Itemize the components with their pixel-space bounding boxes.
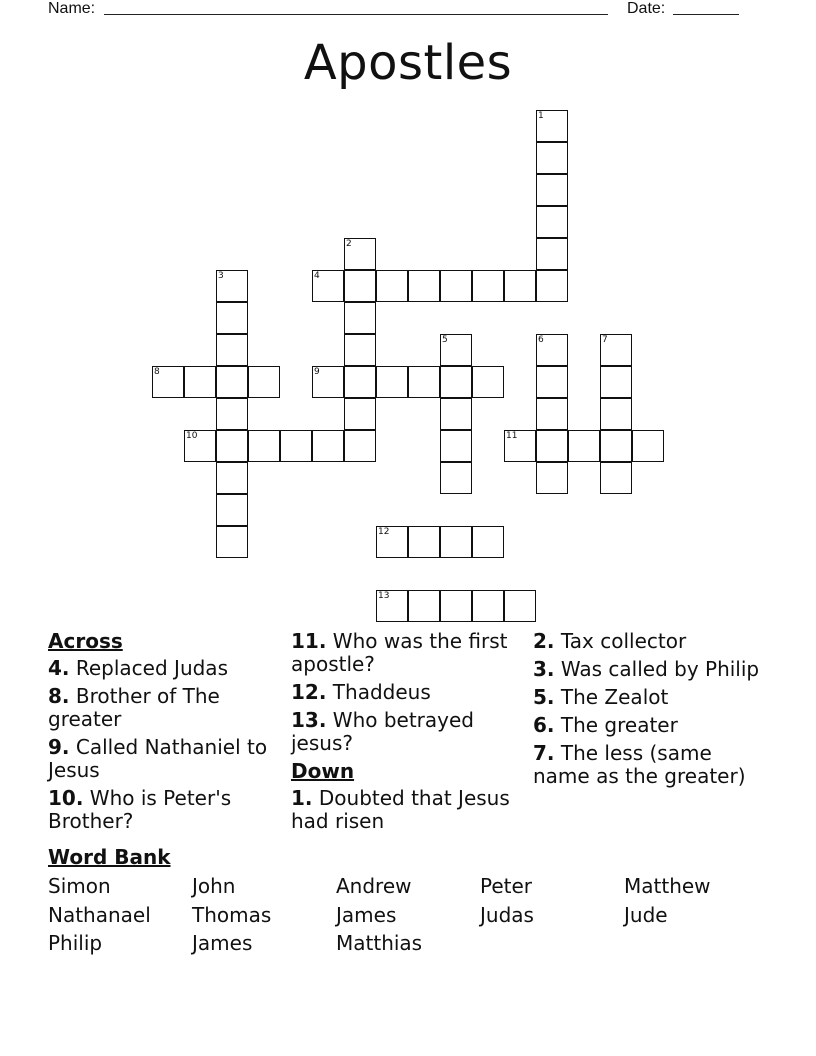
down-clue-6: [533, 714, 773, 737]
crossword-cell[interactable]: [344, 398, 376, 430]
clue-number: 11.: [291, 629, 327, 653]
cell-number: 2: [346, 239, 352, 249]
crossword-cell[interactable]: [536, 174, 568, 206]
clue-text: The Zealot: [560, 685, 669, 709]
clue-number: 4.: [48, 656, 70, 680]
crossword-cell[interactable]: [504, 590, 536, 622]
clue-number: 12.: [291, 680, 327, 704]
clue-text: Was called by Philip: [560, 657, 760, 681]
crossword-cell[interactable]: [216, 430, 248, 462]
word-bank: [48, 874, 768, 960]
down-clue-1: [291, 787, 521, 833]
crossword-cell[interactable]: [472, 590, 504, 622]
crossword-cell-4[interactable]: [312, 270, 344, 302]
crossword-cell[interactable]: [248, 430, 280, 462]
clue-column-2: [291, 630, 521, 838]
crossword-cell[interactable]: [312, 430, 344, 462]
crossword-cell[interactable]: [536, 366, 568, 398]
crossword-cell-12[interactable]: [376, 526, 408, 558]
down-heading: Down: [291, 759, 355, 783]
crossword-cell[interactable]: [216, 302, 248, 334]
crossword-cell-13[interactable]: [376, 590, 408, 622]
crossword-cell-1[interactable]: [536, 110, 568, 142]
crossword-cell-6[interactable]: [536, 334, 568, 366]
crossword-cell[interactable]: [408, 590, 440, 622]
crossword-cell[interactable]: [440, 462, 472, 494]
down-clue-3: [533, 658, 773, 681]
crossword-cell[interactable]: [408, 366, 440, 398]
word-bank-item: James: [336, 902, 397, 927]
crossword-cell-2[interactable]: [344, 238, 376, 270]
word-bank-item: James: [192, 931, 253, 955]
word-bank-title: Word Bank: [48, 845, 171, 869]
crossword-cell[interactable]: [216, 366, 248, 398]
crossword-cell[interactable]: [184, 366, 216, 398]
down-clue-7: [533, 742, 773, 788]
cell-number: 12: [378, 527, 390, 537]
crossword-cell[interactable]: [216, 526, 248, 558]
word-bank-item: Philip: [48, 931, 103, 955]
across-clue-11: [291, 630, 521, 676]
down-clue-5: [533, 686, 773, 709]
cell-number: 1: [538, 111, 544, 121]
cell-number: 5: [442, 335, 448, 345]
clue-column-3: [533, 630, 773, 793]
word-bank-item: Judas: [480, 902, 534, 927]
clue-number: 6.: [533, 713, 555, 737]
crossword-cell[interactable]: [472, 270, 504, 302]
crossword-cell[interactable]: [344, 270, 376, 302]
cell-number: 11: [506, 431, 518, 441]
crossword-cell[interactable]: [216, 494, 248, 526]
clue-text: The less (same name as the greater): [533, 741, 746, 788]
clue-number: 8.: [48, 684, 70, 708]
crossword-cell[interactable]: [440, 526, 472, 558]
cell-number: 4: [314, 271, 320, 281]
crossword-cell[interactable]: [248, 366, 280, 398]
crossword-cell-5[interactable]: [440, 334, 472, 366]
crossword-cell[interactable]: [536, 142, 568, 174]
crossword-cell[interactable]: [216, 398, 248, 430]
crossword-cell[interactable]: [440, 366, 472, 398]
crossword-cell[interactable]: [440, 270, 472, 302]
across-heading: Across: [48, 629, 123, 653]
clue-text: Replaced Judas: [75, 656, 228, 680]
clue-text: Thaddeus: [332, 680, 431, 704]
crossword-cell[interactable]: [536, 430, 568, 462]
word-bank-item: Jude: [624, 902, 668, 927]
crossword-cell[interactable]: [408, 270, 440, 302]
clue-text: Who is Peter's Brother?: [48, 786, 232, 833]
clue-number: 13.: [291, 708, 327, 732]
clue-text: Who betrayed jesus?: [291, 708, 474, 755]
puzzle-title: Apostles: [303, 35, 513, 91]
crossword-cell[interactable]: [344, 334, 376, 366]
across-clue-8: [48, 685, 278, 731]
across-clue-9: [48, 736, 278, 782]
across-clue-13: [291, 709, 521, 755]
crossword-cell[interactable]: [440, 398, 472, 430]
crossword-cell[interactable]: [536, 462, 568, 494]
crossword-cell[interactable]: [600, 366, 632, 398]
cell-number: 3: [218, 271, 224, 281]
crossword-cell[interactable]: [632, 430, 664, 462]
word-bank-item: Andrew: [336, 874, 412, 898]
word-bank-item: Matthias: [336, 931, 423, 955]
crossword-cell[interactable]: [536, 206, 568, 238]
name-label: Name:: [48, 0, 96, 17]
across-clue-10: [48, 787, 278, 833]
crossword-cell[interactable]: [536, 270, 568, 302]
across-clue-12: [291, 681, 521, 704]
word-bank-item: Simon: [48, 874, 111, 898]
clue-text: Doubted that Jesus had risen: [291, 786, 510, 833]
cell-number: 8: [154, 367, 160, 377]
crossword-cell[interactable]: [280, 430, 312, 462]
clue-number: 9.: [48, 735, 70, 759]
clue-number: 10.: [48, 786, 84, 810]
crossword-cell-10[interactable]: [184, 430, 216, 462]
crossword-cell[interactable]: [568, 430, 600, 462]
crossword-cell[interactable]: [440, 590, 472, 622]
crossword-cell-9[interactable]: [312, 366, 344, 398]
crossword-cell[interactable]: [600, 462, 632, 494]
clue-number: 3.: [533, 657, 555, 681]
word-bank-item: Matthew: [624, 874, 711, 898]
clue-text: The greater: [560, 713, 678, 737]
clue-number: 2.: [533, 629, 555, 653]
cell-number: 13: [378, 591, 390, 601]
crossword-cell[interactable]: [344, 366, 376, 398]
down-clue-2: [533, 630, 773, 653]
crossword-cell[interactable]: [376, 366, 408, 398]
crossword-cell[interactable]: [600, 398, 632, 430]
crossword-cell[interactable]: [344, 430, 376, 462]
word-bank-item: John: [192, 874, 236, 898]
word-bank-item: Peter: [480, 874, 533, 898]
clue-text: Brother of The greater: [48, 684, 220, 731]
crossword-cell[interactable]: [536, 398, 568, 430]
crossword-cell[interactable]: [216, 334, 248, 366]
clue-number: 1.: [291, 786, 313, 810]
crossword-cell[interactable]: [440, 430, 472, 462]
word-bank-item: Thomas: [192, 902, 272, 927]
crossword-cell[interactable]: [216, 462, 248, 494]
clue-number: 7.: [533, 741, 555, 765]
crossword-cell[interactable]: [408, 526, 440, 558]
clue-text: Who was the first apostle?: [291, 629, 508, 676]
crossword-cell-3[interactable]: [216, 270, 248, 302]
clue-text: Called Nathaniel to Jesus: [48, 735, 268, 782]
cell-number: 6: [538, 335, 544, 345]
crossword-cell[interactable]: [472, 526, 504, 558]
crossword-cell-11[interactable]: [504, 430, 536, 462]
clue-number: 5.: [533, 685, 555, 709]
clue-text: Tax collector: [560, 629, 687, 653]
crossword-cell-7[interactable]: [600, 334, 632, 366]
cell-number: 9: [314, 367, 320, 377]
cell-number: 10: [186, 431, 198, 441]
crossword-cell-8[interactable]: [152, 366, 184, 398]
crossword-cell[interactable]: [600, 430, 632, 462]
word-bank-item: Nathanael: [48, 902, 151, 927]
crossword-cell[interactable]: [504, 270, 536, 302]
across-clue-4: [48, 657, 278, 680]
crossword-cell[interactable]: [376, 270, 408, 302]
crossword-cell[interactable]: [536, 238, 568, 270]
clue-column-1: [48, 630, 278, 838]
crossword-cell[interactable]: [344, 302, 376, 334]
crossword-cell[interactable]: [472, 366, 504, 398]
date-label: Date:: [627, 0, 666, 17]
cell-number: 7: [602, 335, 608, 345]
